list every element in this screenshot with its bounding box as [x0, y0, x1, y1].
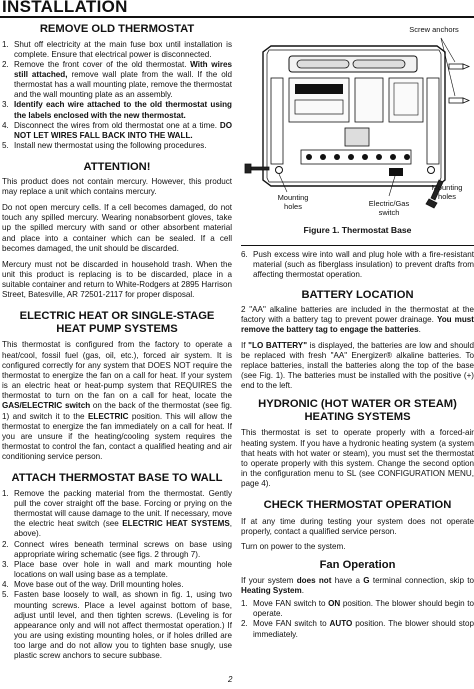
attention-heading: ATTENTION!: [83, 161, 151, 174]
text-run: Disconnect the wires from old thermostat one at a time.: [14, 120, 220, 130]
text-run: .: [301, 585, 304, 595]
step-number: 5.: [2, 141, 9, 151]
right-column: [241, 20, 474, 640]
fan-steps: [241, 599, 474, 640]
text-run: Place base over hole in wall and mark mounting hole locations on wall using base as a template.: [14, 559, 232, 580]
text-run-bold: With wires still attached,: [14, 59, 232, 79]
electric-heat-heading: [2, 310, 232, 335]
text-run-bold: does not: [296, 575, 332, 585]
label-mounting-holes-left: Mounting holes: [277, 193, 309, 211]
text-run-bold: GAS/ELECTRIC switch: [2, 401, 91, 411]
heading-line: HYDRONIC (HOT WATER OR STEAM): [258, 398, 457, 411]
text-run: Move base out of the way. Drill mounting holes.: [14, 580, 184, 590]
electric-heat-paragraph: [2, 340, 232, 462]
figure-1: [241, 20, 474, 225]
remove-old-heading: REMOVE OLD THERMOSTAT: [39, 23, 195, 35]
check-heading: CHECK THERMOSTAT OPERATION: [263, 499, 452, 512]
hydronic-paragraph: This thermostat is set to operate properly with a forced-air heating system. If you have a hydronic heating system (a system that heats with hot water or steam), you must set the thermostat to operate properly with this system. Change the second option in the configuration menu to SL (see CONFIGURATION MENU, page 4).: [241, 428, 474, 489]
list-item: [2, 540, 232, 560]
step-six-list: [241, 250, 474, 280]
text-run-bold: Heating System: [241, 585, 302, 595]
label-mounting-holes-right: Mounting holes: [431, 183, 463, 201]
attach-steps: [2, 489, 232, 662]
battery-paragraph: [241, 305, 474, 335]
list-item: [2, 560, 232, 580]
check-paragraph: Turn on power to the system.: [241, 542, 346, 552]
fan-heading: Fan Operation: [319, 559, 396, 572]
step-number: 2.: [241, 619, 248, 629]
text-run: position. The blower should begin to operate.: [253, 599, 474, 619]
step-number: 4.: [2, 580, 9, 590]
text-run: .: [418, 325, 421, 335]
text-run: If: [241, 340, 249, 350]
step-number: 1.: [2, 39, 9, 49]
list-item: [2, 60, 232, 101]
page-title: INSTALLATION: [2, 0, 128, 16]
text-run: Shut off electricity at the main fuse box until installation is complete. Ensure that electrical power is disconnected.: [14, 39, 232, 59]
text-run-bold: ELECTRIC: [88, 411, 129, 421]
text-run: Connect wires beneath terminal screws on base using appropriate wiring schematic (see figs. 2 through 7).: [14, 539, 232, 559]
list-item: [2, 100, 232, 120]
text-run-bold: ON: [328, 599, 341, 609]
text-run-bold: AUTO: [329, 619, 353, 629]
step-number: 2.: [2, 539, 9, 549]
text-run-bold: Identify each wire attached to the old thermostat using the labels enclosed with the new thermostat.: [14, 100, 232, 120]
text-run-bold: You must remove the battery tag to engage the batteries: [241, 315, 474, 335]
step-number: 3.: [2, 559, 9, 569]
text-run: Remove the front cover of the old thermostat.: [14, 59, 191, 69]
step-number: 1.: [241, 599, 248, 609]
hydronic-heading: [241, 398, 474, 423]
step-text: Push excess wire into wall and plug hole with a fire-resistant material (such as fiberglass insulation) to prevent drafts from affecting thermostat operation.: [253, 250, 474, 280]
text-run-bold: "LO BATTERY": [248, 340, 308, 350]
list-item: [2, 141, 232, 151]
heading-line: HEAT PUMP SYSTEMS: [56, 322, 178, 335]
text-run: on the back of the thermostat (see fig. 1) and switch it to the: [2, 401, 232, 421]
text-run: position. The blower should stop immediately.: [253, 619, 474, 639]
heading-line: ELECTRIC HEAT OR SINGLE-STAGE: [19, 310, 215, 323]
list-item: [2, 590, 232, 661]
text-run: If your system: [241, 575, 297, 585]
text-run: Remove the packing material from the thermostat. Gently pull the cover straight off the base. Forcing or prying on the thermostat will cause damage to the unit. If necessary, move the electric heat switch (see: [14, 488, 232, 529]
text-run: Move FAN switch to: [253, 599, 329, 609]
step-six-block: [241, 245, 474, 280]
header-rule: [0, 16, 474, 18]
text-run: position. This will allow the thermostat to energize the fan immediately on a call for heat. If you are unsure if the heating/cooling system requires the thermostat to control the fan, contact a qualified heating and air conditioning service person.: [2, 411, 232, 462]
label-screw-anchors: Screw anchors: [409, 25, 459, 34]
label-electric-gas-switch: Electric/Gas switch: [368, 199, 410, 217]
attention-paragraph: Do not open mercury cells. If a cell becomes damaged, do not touch any spilled mercury. Wearing nonabsorbent gloves, take up the spilled mercury with sand or other absorbent material and place into a container which can be sealed. If a cell becomes damaged, the unit should be discarded.: [2, 203, 232, 253]
attention-paragraph: Mercury must not be discarded in household trash. When the unit this product is replacing is to be discarded, place in a suitable container and return to White-Rodgers at 2895 Harrison Street, Batesville, AR 72501-2117 for proper disposal.: [2, 259, 232, 300]
step-number: 2.: [2, 59, 9, 69]
list-item: [2, 489, 232, 540]
step-number: 6.: [241, 250, 248, 260]
list-item: [2, 121, 232, 141]
heading-line: HEATING SYSTEMS: [304, 410, 411, 423]
text-run: terminal connection, skip to: [369, 575, 474, 585]
text-run: is displayed, the batteries are low and should be replaced with fresh "AA" Energizer® alkaline batteries. To replace batteries, install the batteries along the top of the base (see Fig. 1). The batteries must be installed with the positive (+) end to the left.: [241, 340, 474, 391]
text-run: Move FAN switch to: [253, 619, 330, 629]
list-item: [241, 599, 474, 619]
battery-paragraph: [241, 341, 474, 392]
attention-paragraph: This product does not contain mercury. However, this product may replace a unit which contains mercury.: [2, 176, 232, 196]
list-item: [2, 40, 232, 60]
attach-heading: ATTACH THERMOSTAT BASE TO WALL: [11, 472, 223, 485]
text-run: have a: [331, 575, 364, 585]
list-item: [241, 619, 474, 639]
text-run: remove wall plate from the wall. If the old thermostat has a wall mounting plate, remove the thermostat and the wall mounting plate as an assembly.: [14, 69, 232, 100]
text-run: , above).: [14, 519, 233, 539]
text-run-bold: ELECTRIC HEAT SYSTEMS: [122, 519, 230, 529]
remove-old-steps: [2, 40, 232, 152]
check-paragraph: If at any time during testing your system does not operate properly, contact a qualified service person.: [241, 516, 474, 536]
text-run-bold: DO NOT LET WIRES FALL BACK INTO THE WALL.: [14, 120, 232, 140]
text-run-bold: G: [363, 575, 370, 585]
text-run: Fasten base loosely to wall, as shown in fig. 1, using two mounting screws. Place a level against bottom of base, adjust until level, and then tighten screws. (Leveling is for appearance only and will not affect thermostat operation.) If you are using existing mounting holes, or if holes drilled are too large and do not allow you to tighten base snugly, use plastic screw anchors to secure subbase.: [14, 590, 232, 661]
page-number: 2: [228, 675, 233, 684]
list-item: [241, 250, 474, 280]
fan-paragraph: [241, 576, 474, 596]
battery-heading: BATTERY LOCATION: [301, 288, 414, 301]
text-run: Install new thermostat using the following procedures.: [14, 141, 207, 151]
figure-caption: Figure 1. Thermostat Base: [303, 225, 412, 235]
step-number: 4.: [2, 120, 9, 130]
list-item: [2, 580, 232, 590]
step-number: 5.: [2, 590, 9, 600]
step-number: 3.: [2, 100, 9, 110]
step-number: 1.: [2, 488, 9, 498]
text-run: This thermostat is configured from the factory to operate a heat/cool, fossil fuel (gas, oil, etc.), forced air system. It is configured correctly for any system that DOES NOT require the thermostat to energize the fan on a call for heat. If your system is an electric heat or heat-pump system that REQUIRES the thermostat to turn on the fan on a call for heat, locate the: [2, 340, 232, 401]
left-column: [2, 20, 232, 661]
page-header: [0, 0, 474, 20]
text-run: 2 "AA" alkaline batteries are included in the thermostat at the factory with a battery tag to prevent power drainage.: [241, 305, 474, 325]
